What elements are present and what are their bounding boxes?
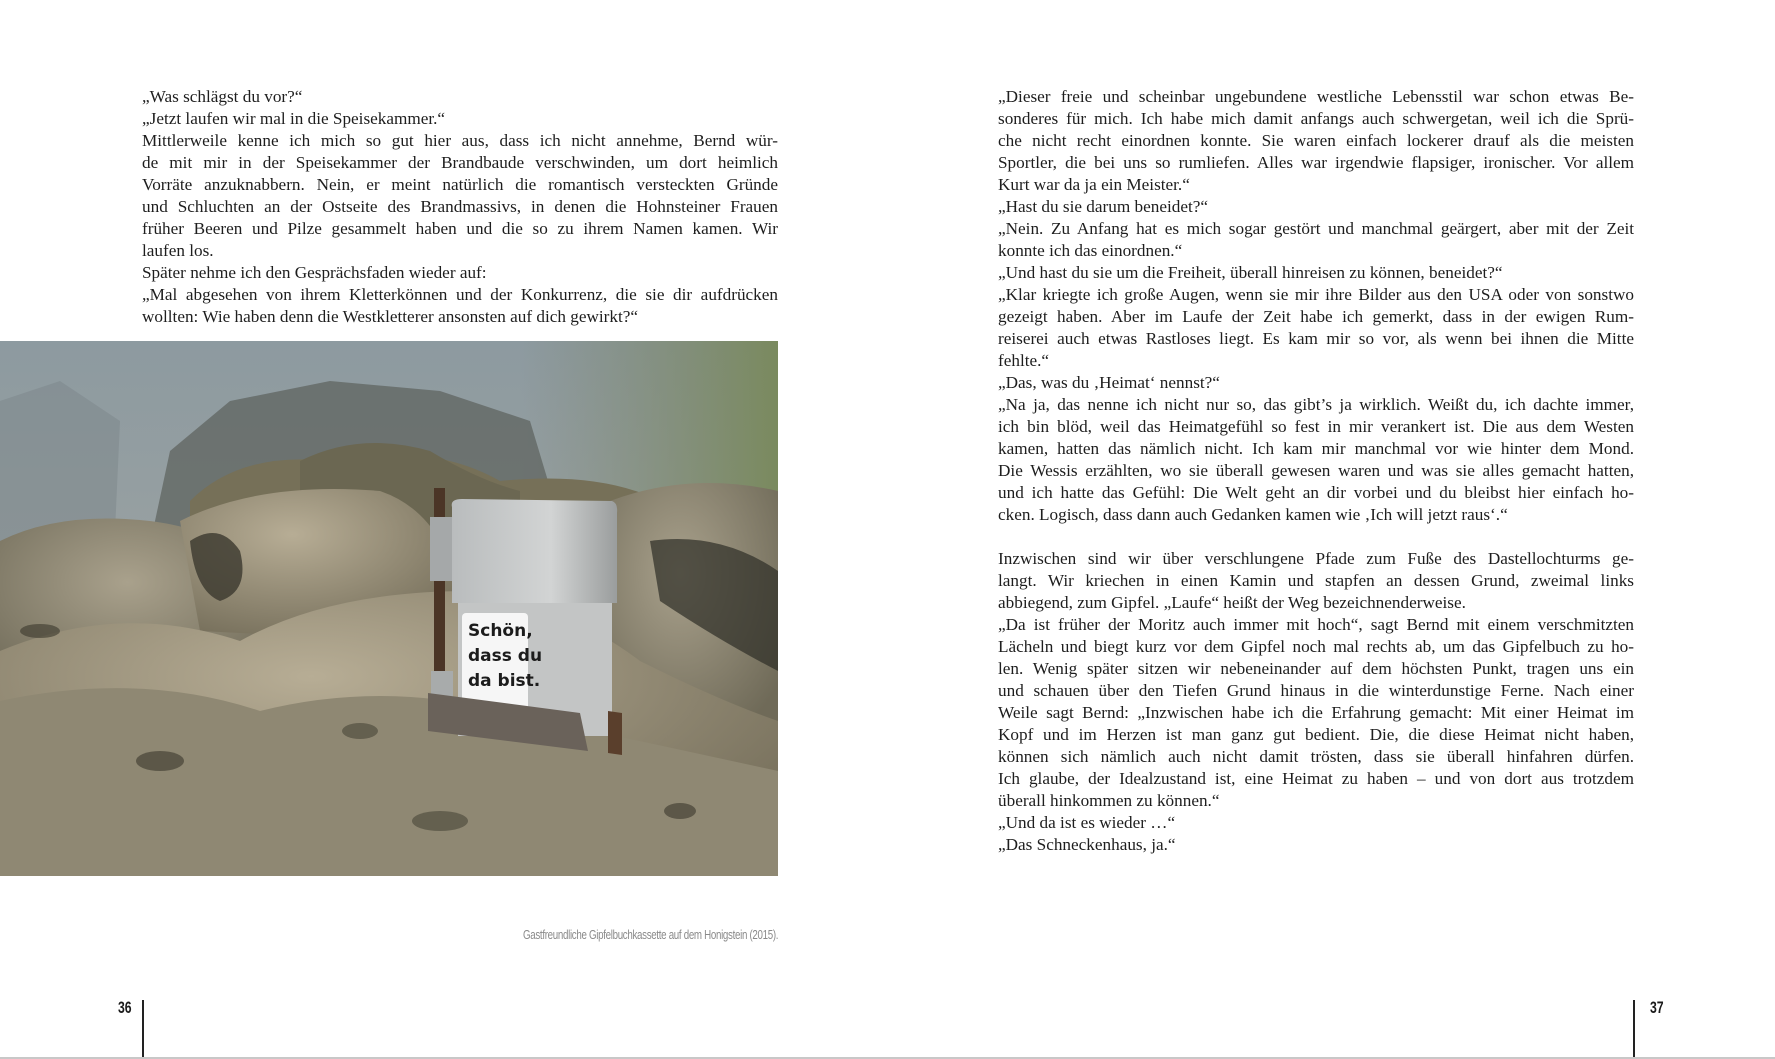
text-line: laufen los. [142, 241, 214, 260]
text-line: können sich nämlich auch nicht damit trösten, dass sie überall hinfahren dürfen. [998, 747, 1634, 766]
text-line: de mit mir in der Speisekammer der Brandbaude verschwinden, um dort heimlich [142, 153, 778, 172]
text-line: Mittlerweile kenne ich mich so gut hier aus, dass ich nicht annehme, Bernd wür- [142, 131, 778, 150]
text-line: abbiegend, zum Gipfel. „Laufe“ heißt der Weg bezeichnenderweise. [998, 593, 1466, 612]
text-line: und schauen über den Tiefen Grund hinaus in die winterdunstige Ferne. Nach einer [998, 681, 1634, 700]
text-line: und ich hatte das Gefühl: Die Welt geht an dir vorbei und du bleibst hier einfach ho- [998, 483, 1634, 502]
sign-line-2: dass du [468, 646, 543, 666]
text-line: Inzwischen sind wir über verschlungene Pfade zum Fuße des Dastellochturms ge- [998, 549, 1634, 568]
text-line: fehlte.“ [998, 351, 1050, 370]
text-line: Später nehme ich den Gesprächsfaden wieder auf: [142, 263, 487, 282]
page-number-rule-left [142, 1000, 144, 1058]
text-line: „Was schlägst du vor?“ [142, 87, 303, 106]
text-line: Vorräte anzuknabbern. Nein, er meint natürlich die romantisch versteckten Gründe [142, 175, 778, 194]
text-line: Die Wessis erzählten, wo sie überall gewesen waren und was sie alles gemacht hatten, [998, 461, 1634, 480]
text-line: cken. Logisch, dass dann auch Gedanken kamen wie ‚Ich will jetzt raus‘.“ [998, 505, 1508, 524]
text-line: „Da ist früher der Moritz auch immer mit hoch“, sagt Bernd mit einem verschmitzten [998, 615, 1634, 634]
page-number-rule-right [1633, 1000, 1635, 1058]
text-line: konnte ich das einordnen.“ [998, 241, 1183, 260]
text-line: früher Beeren und Pilze gesammelt haben und die so zu ihrem Namen kamen. Wir [142, 219, 778, 238]
text-line: Ich glaube, der Idealzustand ist, eine Heimat zu haben – und von dort aus trotzdem [998, 769, 1634, 788]
text-line: gezeigt haben. Aber im Laufe der Zeit habe ich gemerkt, dass in der ewigen Rum- [998, 307, 1634, 326]
text-line: Lächeln und biegt kurz vor dem Gipfel noch mal rechts ab, um das Gipfelbuch zu ho- [998, 637, 1634, 656]
text-line: kamen, hatten das nämlich nicht. Ich kam mir manchmal vor wie hinter dem Mond. [998, 439, 1634, 458]
text-line: „Das, was du ‚Heimat‘ nennst?“ [998, 373, 1220, 392]
page-number-right: 37 [1650, 998, 1664, 1017]
text-line: che nicht recht einordnen konnte. Sie waren einfach lockerer drauf als die meisten [998, 131, 1634, 150]
right-page-text [998, 86, 1634, 856]
text-line: „Und da ist es wieder …“ [998, 813, 1176, 832]
text-line: reiserei auch etwas Rastloses liegt. Es kam mir so vor, als wenn bei ihnen die Mitte [998, 329, 1634, 348]
text-line: Sportler, die bei uns so rumliefen. Alles war irgendwie flapsiger, ironischer. Vor allem [998, 153, 1634, 172]
text-line: „Hast du sie darum beneidet?“ [998, 197, 1208, 216]
text-line: und Schluchten an der Ostseite des Brandmassivs, in denen die Hohnsteiner Frauen [142, 197, 778, 216]
text-line: „Mal abgesehen von ihrem Kletterkönnen und der Konkurrenz, die sie dir aufdrücken [142, 285, 778, 304]
text-line: „Na ja, das nenne ich nicht nur so, das gibt’s ja wirklich. Weißt du, ich dachte immer, [998, 395, 1634, 414]
text-line: wollten: Wie haben denn die Westkletterer ansonsten auf dich gewirkt?“ [142, 307, 639, 326]
text-line: langt. Wir kriechen in einen Kamin und stapfen an dessen Grund, zweimal links [998, 571, 1634, 590]
sign-line-3: da bist. [468, 671, 541, 691]
text-line: „Und hast du sie um die Freiheit, überall hinreisen zu können, beneidet?“ [998, 263, 1503, 282]
text-line: „Nein. Zu Anfang hat es mich sogar gestört und manchmal geärgert, aber mit der Zeit [998, 219, 1634, 238]
text-line: ich bin blöd, weil das Heimatgefühl so fest in mir verankert ist. Die aus dem Westen [998, 417, 1634, 436]
text-line: „Dieser freie und scheinbar ungebundene westliche Lebensstil war schon etwas Be- [998, 87, 1634, 106]
text-line: „Klar kriegte ich große Augen, wenn sie mir ihre Bilder aus den USA oder von sonstwo [998, 285, 1634, 304]
text-line: Kurt war da ja ein Meister.“ [998, 175, 1190, 194]
text-line: „Das Schneckenhaus, ja.“ [998, 835, 1176, 854]
sign-line-1: Schön, [468, 621, 533, 641]
page-number-left: 36 [118, 998, 132, 1017]
summit-register-photo [0, 341, 778, 876]
photo-caption: Gastfreundliche Gipfelbuchkassette auf dem Honigstein (2015). [522, 928, 778, 942]
register-box-lid [452, 499, 617, 603]
text-line: sonderes für mich. Ich habe mich damit anfangs auch schwergetan, weil ich die Sprü- [998, 109, 1634, 128]
text-line: len. Wenig später sitzen wir nebeneinander auf dem höchsten Punkt, tragen uns ein [998, 659, 1634, 678]
paragraph-gap [998, 526, 1634, 548]
text-line: Weile sagt Bernd: „Inzwischen habe ich die Erfahrung gemacht: Mit einer Heimat im [998, 703, 1634, 722]
photo-image [0, 341, 778, 876]
left-page-text [142, 86, 778, 328]
text-line: überall hinkommen zu können.“ [998, 791, 1220, 810]
text-line: „Jetzt laufen wir mal in die Speisekammer.“ [142, 109, 446, 128]
text-line: Kopf und im Herzen ist man ganz gut bedient. Die, die diese Heimat nicht haben, [998, 725, 1634, 744]
